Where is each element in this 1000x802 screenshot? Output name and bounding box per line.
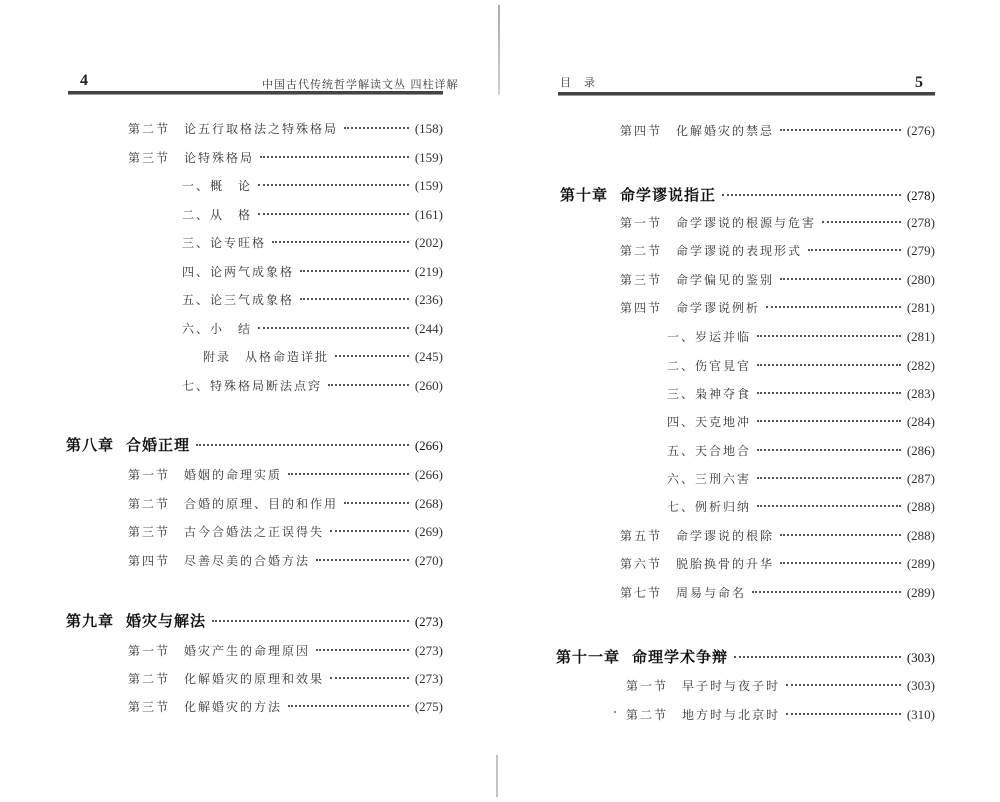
dot-leader (757, 335, 901, 337)
toc-entry-item[interactable] (667, 385, 935, 405)
dot-leader (344, 127, 409, 129)
dot-leader (757, 449, 901, 451)
entry-title: 脱胎换骨的升华 (676, 557, 775, 571)
dot-leader (822, 221, 901, 223)
page-ref: (269) (414, 524, 443, 539)
toc-entry-section[interactable] (620, 122, 935, 142)
toc-entry-section[interactable] (128, 149, 443, 169)
page-ref: (268) (414, 496, 443, 511)
dot-leader (766, 306, 901, 308)
page-ref: (278) (906, 215, 935, 230)
dot-leader (786, 684, 901, 686)
page-ref: (159) (414, 150, 443, 165)
section-number: 第四节 (128, 554, 171, 568)
dot-leader (757, 505, 901, 507)
page-ref: (303) (906, 678, 935, 693)
page-ref: (236) (414, 292, 443, 307)
section-number: 第二节 (128, 497, 171, 511)
dot-leader (330, 677, 409, 679)
page-ref: (158) (414, 121, 443, 136)
section-number: 第二节 (626, 708, 669, 722)
dot-leader (258, 327, 409, 329)
toc-entry-item[interactable] (182, 377, 443, 397)
dot-leader (780, 278, 901, 280)
dot-leader (258, 213, 409, 215)
entry-title: 四、天克地冲 (667, 415, 752, 429)
left-page (0, 0, 490, 802)
page-ref: (288) (906, 528, 935, 543)
toc-entry-section[interactable] (626, 677, 935, 697)
entry-title: 一、概 论 (182, 179, 253, 193)
dot-leader (757, 477, 901, 479)
chapter-number: 第十章 (560, 186, 609, 204)
dot-leader (328, 384, 409, 386)
page-ref: (266) (414, 438, 443, 453)
page-ref: (244) (414, 321, 443, 336)
toc-entry-section[interactable] (128, 670, 443, 690)
section-number: 第七节 (620, 586, 663, 600)
entry-title: 周易与命名 (676, 586, 747, 600)
entry-title: 五、论三气成象格 (182, 293, 295, 307)
chapter-number: 第九章 (66, 612, 115, 630)
entry-title: 附录 从格命造详批 (203, 350, 330, 364)
dot-leader (757, 364, 901, 366)
toc-entry-section[interactable] (128, 523, 443, 543)
dot-leader (335, 355, 409, 357)
entry-title: 古今合婚法之正误得失 (184, 525, 325, 539)
section-number: 第一节 (620, 216, 663, 230)
toc-entry-section[interactable] (620, 527, 935, 547)
entry-title: 论五行取格法之特殊格局 (184, 122, 339, 136)
section-number: 第四节 (620, 124, 663, 138)
page-ref: (286) (906, 443, 935, 458)
page-ref: (280) (906, 272, 935, 287)
page-ref: (159) (414, 178, 443, 193)
entry-title: 七、特殊格局断法点窍 (182, 379, 323, 393)
page-ref: (276) (906, 123, 935, 138)
dot-leader (300, 298, 409, 300)
dot-leader (316, 649, 409, 651)
entry-title: 命学谬说例析 (676, 301, 761, 315)
entry-title: 二、从 格 (182, 208, 253, 222)
toc-entry-chapter[interactable] (556, 646, 935, 666)
toc-entry-chapter[interactable] (560, 184, 935, 204)
entry-title: 命学谬说的根源与危害 (676, 216, 817, 230)
section-number: 第五节 (620, 529, 663, 543)
page-ref: (219) (414, 264, 443, 279)
toc-entry-item[interactable] (182, 291, 443, 311)
section-number: 第二节 (128, 122, 171, 136)
page-ref: (245) (414, 349, 443, 364)
dot-leader (258, 184, 409, 186)
toc-entry-item[interactable] (667, 328, 935, 348)
chapter-title: 命理学术争辩 (632, 648, 729, 666)
dot-leader (752, 591, 901, 593)
dot-leader (722, 194, 901, 196)
page-ref: (275) (414, 699, 443, 714)
chapter-title: 合婚正理 (126, 436, 191, 454)
toc-entry-section[interactable] (626, 706, 935, 726)
dot-leader (734, 656, 901, 658)
page-ref: (281) (906, 300, 935, 315)
entry-title: 五、天合地合 (667, 444, 752, 458)
entry-title: 三、论专旺格 (182, 236, 267, 250)
toc-entry-appendix[interactable] (203, 348, 443, 368)
entry-title: 四、论两气成象格 (182, 265, 295, 279)
page-ref: (278) (906, 188, 935, 203)
toc-entry-section[interactable] (128, 466, 443, 486)
page-ref: (289) (906, 556, 935, 571)
toc-entry-item[interactable] (667, 498, 935, 518)
dot-leader (344, 502, 409, 504)
toc-entry-item[interactable] (182, 177, 443, 197)
toc-entry-item[interactable] (667, 442, 935, 462)
page-ref: (270) (414, 553, 443, 568)
section-number: 第二节 (620, 244, 663, 258)
toc-entry-section[interactable] (128, 552, 443, 572)
entry-title: 尽善尽美的合婚方法 (184, 554, 311, 568)
entry-title: 合婚的原理、目的和作用 (184, 497, 339, 511)
entry-title: 六、三刑六害 (667, 472, 752, 486)
toc-entry-item[interactable] (182, 234, 443, 254)
page-ref: (283) (906, 386, 935, 401)
toc-entry-chapter[interactable] (66, 434, 443, 454)
page-number: 4 (80, 72, 88, 89)
toc-entry-item[interactable] (667, 470, 935, 490)
page-ref: (279) (906, 243, 935, 258)
page-ref: (161) (414, 207, 443, 222)
entry-title: 命学谬说的表现形式 (676, 244, 803, 258)
entry-title: 论特殊格局 (184, 151, 255, 165)
dot-leader (260, 156, 409, 158)
toc-entry-item[interactable] (182, 263, 443, 283)
page-ref: (281) (906, 329, 935, 344)
entry-title: 一、岁运并临 (667, 330, 752, 344)
section-number: 第三节 (128, 700, 171, 714)
toc-entry-item[interactable] (182, 320, 443, 340)
page-ref: (284) (906, 414, 935, 429)
right-page (500, 0, 1000, 802)
entry-title: 婚姻的命理实质 (184, 468, 283, 482)
page-ref: (282) (906, 358, 935, 373)
header-rule (558, 92, 935, 96)
toc-entry-section[interactable] (128, 495, 443, 515)
chapter-number: 第八章 (66, 436, 115, 454)
section-number: 第六节 (620, 557, 663, 571)
running-head: 目 录 (560, 76, 596, 89)
dot-leader (288, 473, 409, 475)
section-number: 第三节 (128, 525, 171, 539)
dot-leader (300, 270, 409, 272)
dot-leader (196, 444, 409, 446)
toc-entry-item[interactable] (667, 357, 935, 377)
print-speck (614, 711, 616, 713)
chapter-number: 第十一章 (556, 648, 621, 666)
entry-title: 命学偏见的鉴别 (676, 273, 775, 287)
dot-leader (757, 392, 901, 394)
dot-leader (316, 559, 409, 561)
dot-leader (212, 620, 409, 622)
section-number: 第一节 (128, 468, 171, 482)
page-number: 5 (915, 74, 923, 91)
toc-entry-section[interactable] (620, 271, 935, 291)
dot-leader (330, 530, 409, 532)
section-number: 第一节 (626, 679, 669, 693)
toc-entry-section[interactable] (128, 698, 443, 718)
entry-title: 化解婚灾的方法 (184, 700, 283, 714)
dot-leader (288, 705, 409, 707)
section-number: 第三节 (620, 273, 663, 287)
toc-entry-section[interactable] (620, 242, 935, 262)
toc-entry-section[interactable] (620, 214, 935, 234)
dot-leader (780, 562, 901, 564)
entry-title: 二、伤官見官 (667, 359, 752, 373)
entry-title: 早子时与夜子时 (682, 679, 781, 693)
page-ref: (310) (906, 707, 935, 722)
dot-leader (780, 129, 901, 131)
dot-leader (808, 249, 901, 251)
section-number: 第四节 (620, 301, 663, 315)
section-number: 第二节 (128, 672, 171, 686)
toc-entry-section[interactable] (620, 584, 935, 604)
entry-title: 地方时与北京时 (682, 708, 781, 722)
toc-entry-item[interactable] (667, 413, 935, 433)
page-ref: (273) (414, 671, 443, 686)
page-ref: (260) (414, 378, 443, 393)
dot-leader (757, 420, 901, 422)
chapter-title: 命学谬说指正 (620, 186, 717, 204)
dot-leader (780, 534, 901, 536)
page-ref: (202) (414, 235, 443, 250)
toc-entry-item[interactable] (182, 206, 443, 226)
dot-leader (272, 241, 409, 243)
toc-entry-chapter[interactable] (66, 610, 443, 630)
entry-title: 命学谬说的根除 (676, 529, 775, 543)
section-number: 第一节 (128, 644, 171, 658)
page-ref: (273) (414, 614, 443, 629)
book-spine-shadow-bottom (496, 755, 498, 797)
dot-leader (786, 713, 901, 715)
entry-title: 婚灾产生的命理原因 (184, 644, 311, 658)
entry-title: 三、枭神夺食 (667, 387, 752, 401)
page-ref: (288) (906, 499, 935, 514)
running-head: 中国古代传统哲学解读文丛 四柱详解 (262, 78, 459, 91)
page-ref: (303) (906, 650, 935, 665)
toc-entry-section[interactable] (128, 642, 443, 662)
page-ref: (266) (414, 467, 443, 482)
chapter-title: 婚灾与解法 (126, 612, 207, 630)
toc-entry-section[interactable] (128, 120, 443, 140)
section-number: 第三节 (128, 151, 171, 165)
header-rule (68, 91, 443, 95)
page-ref: (273) (414, 643, 443, 658)
entry-title: 七、例析归纳 (667, 500, 752, 514)
entry-title: 化解婚灾的禁忌 (676, 124, 775, 138)
entry-title: 六、小 结 (182, 322, 253, 336)
toc-entry-section[interactable] (620, 299, 935, 319)
toc-entry-section[interactable] (620, 555, 935, 575)
entry-title: 化解婚灾的原理和效果 (184, 672, 325, 686)
page-ref: (287) (906, 471, 935, 486)
page-ref: (289) (906, 585, 935, 600)
